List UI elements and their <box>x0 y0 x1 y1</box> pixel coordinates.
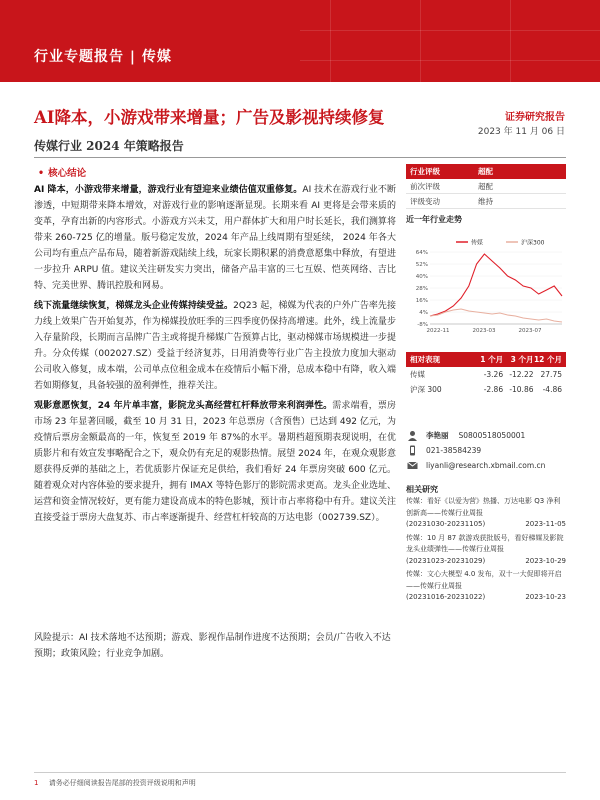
related-item-range: (20231016-20231022) <box>406 593 486 601</box>
performance-cell: -10.86 <box>509 385 534 394</box>
rating-row <box>406 194 566 209</box>
chart-title: 近一年行业走势 <box>406 215 462 224</box>
related-research-list <box>406 496 566 606</box>
rating-value: 维持 <box>478 196 493 206</box>
main-body <box>34 182 396 528</box>
paragraph-text: 2Q23 起，梯媒为代表的户外广告率先接力线上效果广告开始复苏，作为梯媒投放旺季的三四季度仍保持高增速。此外，线上流量步入存量阶段，长期而言品牌广告主或将提升梯媒广告预算占比，驱动梯媒市场规模进一步提升。分众传媒（002027.SZ）受益于经济复苏，日用消费等行业广告主投放力度加大驱动公司收入修复，成本端，公司单点位租金成本在疫情后小幅下滑，总成本稳中有降，收入端若如期修复，具备较强的盈利弹性，推荐关注。 <box>34 301 396 391</box>
analyst-license: S0800518050001 <box>458 431 526 440</box>
y-tick-label: -8% <box>417 322 428 328</box>
rating-header-row <box>406 164 566 179</box>
email-icon <box>406 460 418 472</box>
performance-cell: 27.75 <box>540 370 562 379</box>
related-item-text: 传媒：文心大模型 4.0 发布，双十一大促即将开启——传媒行业周报 <box>406 570 562 590</box>
y-tick-label: 40% <box>415 274 428 280</box>
performance-cell: -12.22 <box>509 370 534 379</box>
performance-header-cell: 1 个月 <box>480 355 504 364</box>
y-tick-label: 64% <box>415 250 428 256</box>
chart-grid <box>416 250 562 328</box>
performance-cell: 沪深 300 <box>410 385 442 394</box>
performance-header-cell: 12 个月 <box>533 355 562 364</box>
paragraph-cinema <box>34 398 396 526</box>
paragraph-lead: AI 降本，小游戏带来增量，游戏行业有望迎来业绩估值双重修复。 <box>34 185 303 195</box>
phone-icon <box>406 445 418 457</box>
analyst-email[interactable]: liyanli@research.xbmail.com.cn <box>426 461 546 470</box>
legend-label: 沪深300 <box>521 239 545 247</box>
performance-row <box>406 382 566 397</box>
title-divider <box>34 157 566 158</box>
y-tick-label: 4% <box>419 310 428 316</box>
analyst-name: 李艳丽 <box>426 431 449 440</box>
legend-label: 传媒 <box>471 239 484 247</box>
footer-disclaimer: 请务必仔细阅读报告尾部的投资评级说明和声明 <box>48 779 196 787</box>
related-item-date: 2023-10-29 <box>525 556 566 565</box>
related-item-range: (20231030-20231105) <box>406 520 486 528</box>
paragraph-text: AI 技术在游戏行业不断渗透，中短期带来降本增效，对游戏行业的影响逐渐显现。长期来看 AI 更将是会带来质的变革，孕育出新的内容形式。小游戏方兴未艾，用户群体扩大和用户时长延长，我们测算将带来 260-725 亿的增量。版号稳定发放，2024 年产品上线周期有望延续， 2024 年各大公司均有重点产品布局，随着新游戏陆续上线，玩家长期积累的消费意愿集中释放，有望进一步拉升 ARPU 值。建议关注研发实力突出，储备产品丰富的三七互娱、恺英网络、吉比特、完美世界、腾讯控股和网易。 <box>34 185 396 291</box>
x-tick-label: 2022-11 <box>426 328 450 334</box>
y-tick-label: 52% <box>415 262 428 268</box>
section-tag: • 核心结论 <box>38 165 86 179</box>
related-item-text: 传媒：10 月 87 款游戏获批版号，看好梯媒及影院龙头业绩弹性——传媒行业周报 <box>406 533 564 553</box>
banner-title: 行业专题报告 | 传媒 <box>34 49 172 65</box>
y-tick-label: 28% <box>415 286 428 292</box>
rating-row <box>406 179 566 194</box>
paragraph-text: 需求端看，票房市场 23 年显著回暖，截至 10 月 31 日，2023 年总票房（含预售）已达到 492 亿元，为疫情后票房金额最高的一年，恢复至 2019 年 87%的水平。暑期档超预期表现说明，在优质影片和有效宣发事略配合之下，观众仍有充足的观影热情。展望 2024 年，在观众观影意愿获得反弹的基础之上，若优质影片保证充足供给，我们看好 24 年票房突破 600 亿元。随着观众对内容体验的要求提升，拥有 IMAX 等特色影厅的影院需求更高。龙头企业选址、运营和资金情况较好，更有能力建设高成本的特色影城，预计市占率将稳中有升。建议关注直接受益于票房大盘复苏、市占率逐渐提升、经营杠杆较高的万达电影（002739.SZ）。 <box>34 401 396 523</box>
report-type: 证券研究报告 <box>505 112 565 123</box>
rating-value: 超配 <box>478 181 493 191</box>
related-item-range: (20231023-20231029) <box>406 556 486 565</box>
related-item[interactable] <box>406 496 566 531</box>
rating-key: 行业评级 <box>410 167 440 176</box>
performance-table <box>406 352 566 397</box>
person-icon <box>406 430 418 442</box>
analyst-name-row <box>406 428 566 443</box>
y-tick-label: 16% <box>415 298 428 304</box>
chart-x-ticks <box>427 328 542 334</box>
series-line-csi300 <box>430 309 562 322</box>
x-tick-label: 2023-07 <box>518 328 542 334</box>
report-date: 2023 年 11 月 06 日 <box>477 127 565 137</box>
x-tick-label: 2023-03 <box>472 328 496 334</box>
rating-value: 超配 <box>478 167 493 176</box>
rating-table <box>406 164 566 209</box>
paragraph-games <box>34 182 396 294</box>
header-banner <box>0 0 600 82</box>
performance-cell: -2.86 <box>483 385 504 394</box>
paragraph-lead: 观影意愿恢复，24 年片单丰富，影院龙头高经营杠杆释放带来利润弹性。 <box>34 401 333 411</box>
footer-divider <box>34 772 566 773</box>
chart-legend <box>456 239 545 247</box>
related-item-date: 2023-11-05 <box>525 520 566 528</box>
performance-header-cell: 相对表现 <box>410 355 440 364</box>
page-number: 1 <box>34 779 39 787</box>
performance-header-row <box>406 352 566 367</box>
performance-header-cell: 3 个月 <box>510 355 534 364</box>
related-item[interactable] <box>406 569 566 604</box>
report-headline: AI降本，小游戏带来增量；广告及影视持续修复 <box>34 108 385 127</box>
paragraph-advertising <box>34 298 396 394</box>
series-line-media <box>430 254 562 316</box>
related-item[interactable] <box>406 533 566 568</box>
analyst-info <box>406 428 566 473</box>
analyst-phone-row <box>406 443 566 458</box>
rating-key: 评级变动 <box>410 196 440 206</box>
paragraph-lead: 线下流量继续恢复，梯媒龙头企业传媒持续受益。 <box>34 301 234 311</box>
performance-cell: -3.26 <box>483 370 504 379</box>
report-subtitle: 传媒行业 2024 年策略报告 <box>34 139 184 153</box>
related-research-title: 相关研究 <box>406 485 438 494</box>
related-item-text: 传媒：看好《以爱为营》热播、万达电影 Q3 净利创新高——传媒行业周报 <box>406 497 561 517</box>
analyst-email-row <box>406 458 566 473</box>
performance-cell: -4.86 <box>542 385 562 394</box>
risk-warning: 风险提示：AI 技术落地不达预期；游戏、影视作品制作进度不达预期；会员/广告收入不达预期；政策风险；行业竞争加剧。 <box>34 633 391 659</box>
analyst-phone: 021-38584239 <box>426 446 482 455</box>
rating-key: 前次评级 <box>410 181 440 191</box>
related-item-date: 2023-10-23 <box>525 593 566 601</box>
page-footer <box>34 778 196 788</box>
performance-cell: 传媒 <box>410 370 425 379</box>
industry-trend-chart <box>406 236 566 336</box>
performance-row <box>406 367 566 382</box>
